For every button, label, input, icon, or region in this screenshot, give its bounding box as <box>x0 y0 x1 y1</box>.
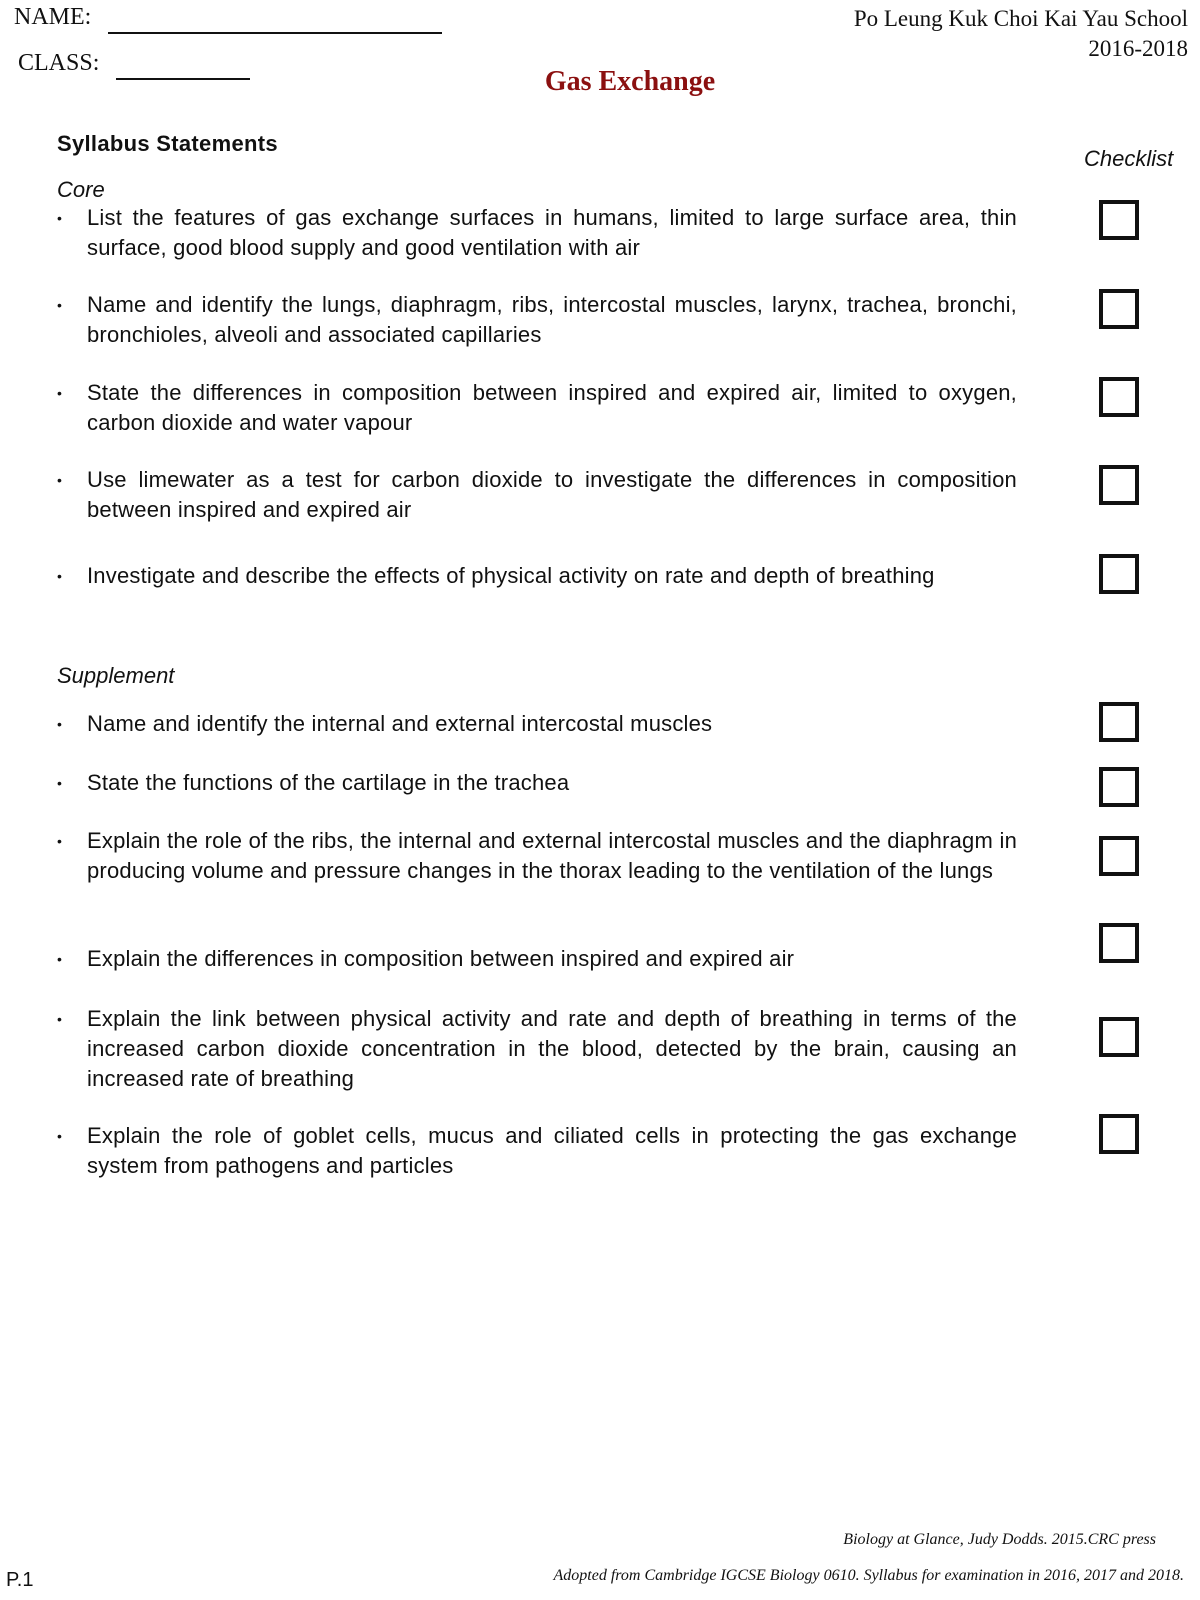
bullet-icon: • <box>57 568 62 584</box>
name-field[interactable] <box>108 32 442 34</box>
list-item <box>57 465 1017 525</box>
bullet-icon: • <box>57 472 62 488</box>
bullet-icon: • <box>57 210 62 226</box>
name-label: NAME: <box>14 4 92 30</box>
bullet-icon: • <box>57 1128 62 1144</box>
list-item <box>57 203 1017 263</box>
list-item <box>57 709 1017 739</box>
bullet-icon: • <box>57 951 62 967</box>
core-statement-2: Name and identify the lungs, diaphragm, ribs, intercostal muscles, larynx, trachea, bronchi, bronchioles, alveoli and associated capillaries <box>87 292 1017 347</box>
supplement-statement-5: Explain the link between physical activity and rate and depth of breathing in terms of the increased carbon dioxide concentration in the blood, detected by the brain, causing an increased rate of breathing <box>87 1006 1017 1091</box>
core-statement-4: Use limewater as a test for carbon dioxide to investigate the differences in composition between inspired and expired air <box>87 467 1017 522</box>
page-number: P.1 <box>6 1569 34 1591</box>
checkbox[interactable] <box>1099 767 1139 807</box>
list-item <box>57 378 1017 438</box>
bullet-icon: • <box>57 833 62 849</box>
bullet-icon: • <box>57 385 62 401</box>
supplement-statement-2: State the functions of the cartilage in the trachea <box>87 770 570 795</box>
core-statement-1: List the features of gas exchange surfaces in humans, limited to large surface area, thin surface, good blood supply and good ventilation with air <box>87 205 1017 260</box>
core-subheading: Core <box>57 177 105 202</box>
core-statement-3: State the differences in composition between inspired and expired air, limited to oxygen, carbon dioxide and water vapour <box>87 380 1017 435</box>
syllabus-heading: Syllabus Statements <box>57 131 278 156</box>
bullet-icon: • <box>57 775 62 791</box>
syllabus-credit: Adopted from Cambridge IGCSE Biology 0610. Syllabus for examination in 2016, 2017 and 2018. <box>553 1567 1184 1584</box>
supplement-statement-4: Explain the differences in composition between inspired and expired air <box>87 946 795 971</box>
page-title: Gas Exchange <box>544 66 716 97</box>
school-name: Po Leung Kuk Choi Kai Yau School <box>853 6 1188 31</box>
supplement-statement-3: Explain the role of the ribs, the internal and external intercostal muscles and the diaphragm in producing volume and pressure changes in the thorax leading to the ventilation of the lungs <box>87 828 1017 883</box>
supplement-statement-6: Explain the role of goblet cells, mucus and ciliated cells in protecting the gas exchange system from pathogens and particles <box>87 1123 1017 1178</box>
list-item <box>57 1121 1017 1181</box>
list-item <box>57 944 1017 974</box>
supplement-subheading: Supplement <box>57 663 175 688</box>
checkbox[interactable] <box>1099 1017 1139 1057</box>
bullet-icon: • <box>57 1011 62 1027</box>
list-item <box>57 768 1017 798</box>
checkbox[interactable] <box>1099 923 1139 963</box>
checkbox[interactable] <box>1099 200 1139 240</box>
checkbox[interactable] <box>1099 377 1139 417</box>
list-item <box>57 826 1017 886</box>
checkbox[interactable] <box>1099 465 1139 505</box>
checklist-heading: Checklist <box>1084 146 1174 171</box>
school-header <box>854 4 1188 64</box>
checkbox[interactable] <box>1099 836 1139 876</box>
school-years: 2016-2018 <box>1088 36 1188 61</box>
book-credit: Biology at Glance, Judy Dodds. 2015.CRC press <box>843 1531 1156 1548</box>
core-statement-5: Investigate and describe the effects of physical activity on rate and depth of breathing <box>87 563 935 588</box>
checkbox[interactable] <box>1099 554 1139 594</box>
bullet-icon: • <box>57 716 62 732</box>
checkbox[interactable] <box>1099 289 1139 329</box>
list-item <box>57 290 1017 350</box>
bullet-icon: • <box>57 297 62 313</box>
class-label: CLASS: <box>18 50 100 76</box>
list-item <box>57 1004 1017 1094</box>
checkbox[interactable] <box>1099 1114 1139 1154</box>
list-item <box>57 561 1017 591</box>
supplement-statement-1: Name and identify the internal and external intercostal muscles <box>87 711 713 736</box>
checkbox[interactable] <box>1099 702 1139 742</box>
